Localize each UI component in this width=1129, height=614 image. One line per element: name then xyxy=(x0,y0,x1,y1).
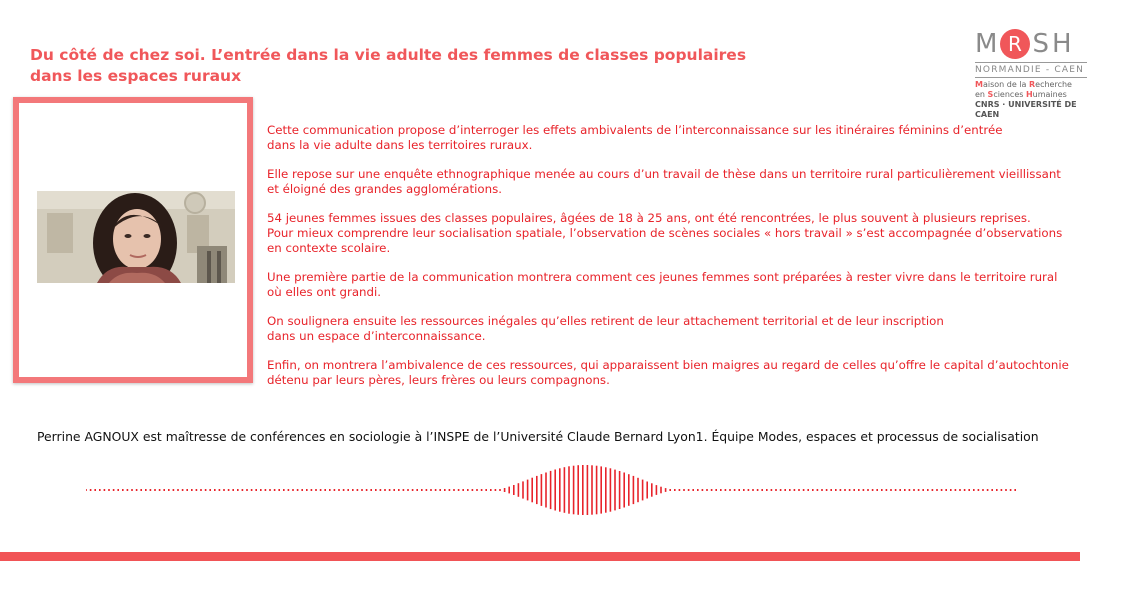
abstract-paragraph-6 xyxy=(267,358,1127,388)
paragraph-line: et éloigné des grandes agglomérations. xyxy=(267,182,502,197)
paragraph-line: Une première partie de la communication montrera comment ces jeunes femmes sont préparées à rester vivre dans le territoire rural xyxy=(267,270,1058,285)
paragraph-line: On soulignera ensuite les ressources inégales qu’elles retirent de leur attachement territorial et de leur inscription xyxy=(267,314,944,329)
paragraph-line: Pour mieux comprendre leur socialisation spatiale, l’observation de scènes sociales « hors travail » s’est accompagnée d’observations xyxy=(267,226,1063,241)
logo-letter-h: H xyxy=(1051,29,1073,59)
paragraph-line: où elles ont grandi. xyxy=(267,285,382,300)
paragraph-line: Enfin, on montrera l’ambivalence de ces ressources, qui apparaissent bien maigres au regard de celles qu’offre le capital d’autochtonie xyxy=(267,358,1069,373)
mrsh-logo xyxy=(975,28,1095,120)
logo-letter-m: M xyxy=(975,29,999,59)
paragraph-line: 54 jeunes femmes issues des classes populaires, âgées de 18 à 25 ans, ont été rencontrées, le plus souvent à plusieurs reprises. xyxy=(267,211,1031,225)
speaker-photo xyxy=(37,191,235,283)
abstract-paragraph-2 xyxy=(267,167,1127,197)
paragraph-line: Elle repose sur une enquête ethnographique menée au cours d’un travail de thèse dans un territoire rural particulièrement vieillissant xyxy=(267,167,1061,181)
title-line-2: dans les espaces ruraux xyxy=(30,67,242,85)
paragraph-line: Cette communication propose d’interroger les effets ambivalents de l’interconnaissance sur les itinéraires féminins d’entrée xyxy=(267,123,1003,137)
paragraph-line: détenu par leurs pères, leurs frères ou leurs compagnons. xyxy=(267,373,610,388)
logo-letter-s: S xyxy=(1032,29,1050,59)
audio-waveform xyxy=(86,460,1026,520)
abstract-paragraph-5 xyxy=(267,314,1127,344)
logo-region: NORMANDIE - CAEN xyxy=(975,65,1085,75)
paragraph-line: en contexte scolaire. xyxy=(267,241,391,256)
logo-wordmark xyxy=(975,28,1095,60)
logo-line-1: Maison de la Recherche xyxy=(975,80,1072,89)
logo-line-2: en Sciences Humaines xyxy=(975,90,1067,99)
abstract-paragraph-4 xyxy=(267,270,1127,300)
title-line-1: Du côté de chez soi. L’entrée dans la vie adulte des femmes de classes populaires xyxy=(30,46,747,64)
paragraph-line: dans la vie adulte dans les territoires ruraux. xyxy=(267,138,533,153)
logo-letter-r-circle: R xyxy=(1000,29,1030,59)
bottom-accent-bar xyxy=(0,552,1080,561)
photo-frame xyxy=(13,97,253,383)
abstract-text xyxy=(267,123,1127,402)
logo-divider-2 xyxy=(975,77,1087,78)
logo-line-3: CNRS · UNIVERSITÉ DE CAEN xyxy=(975,100,1077,119)
abstract-paragraph-1 xyxy=(267,123,1127,153)
page-title xyxy=(30,45,830,87)
speaker-portrait-illustration xyxy=(37,191,235,283)
author-info: Perrine AGNOUX est maîtresse de conférences en sociologie à l’INSPE de l’Université Claude Bernard Lyon1. Équipe Modes, espaces et processus de socialisation xyxy=(37,429,1039,444)
abstract-paragraph-3 xyxy=(267,211,1127,257)
logo-divider xyxy=(975,62,1087,63)
paragraph-line: dans un espace d’interconnaissance. xyxy=(267,329,486,344)
